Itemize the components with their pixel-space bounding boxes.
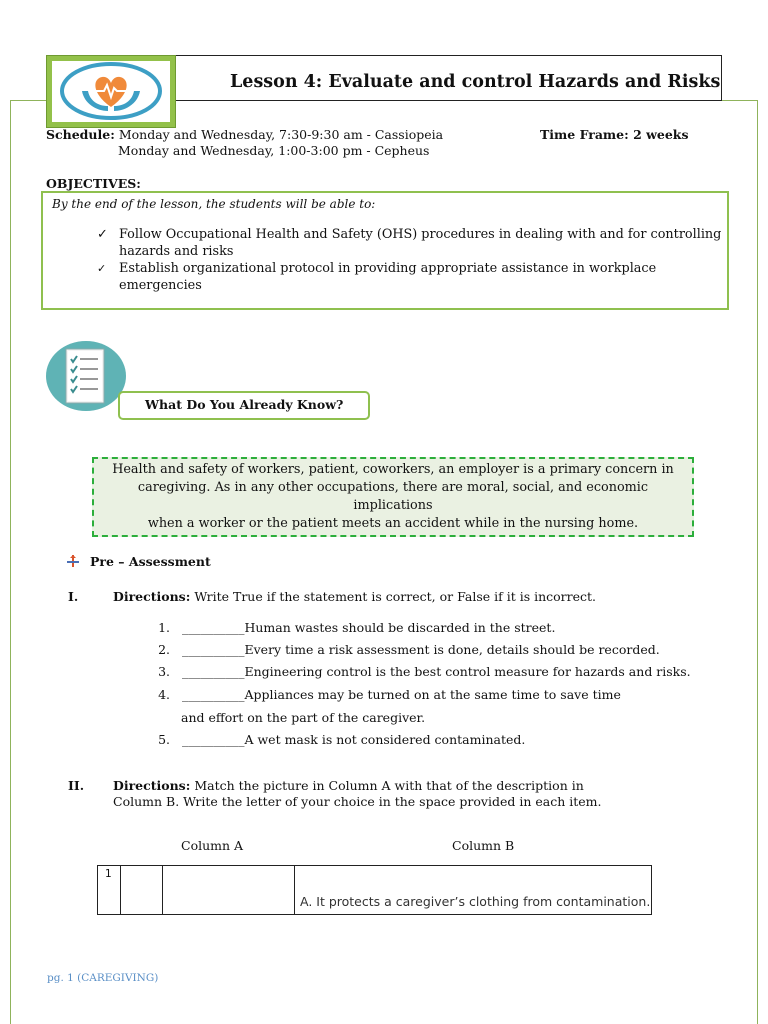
time-frame	[540, 127, 689, 142]
page-border	[757, 100, 758, 1024]
part-1-directions	[113, 589, 596, 604]
column-b-heading: Column B	[452, 838, 515, 853]
table-divider	[294, 866, 295, 914]
part-2-roman: II.	[68, 778, 85, 793]
answer-blank[interactable]: _____	[181, 664, 214, 679]
question-item	[150, 620, 555, 635]
info-line-2: caregiving. As in any other occupations, there are moral, social, and economic implications	[137, 480, 649, 513]
question-item	[150, 664, 691, 679]
checklist-icon	[46, 341, 126, 411]
schedule-text-2: Monday and Wednesday, 1:00-3:00 pm - Cepheus	[118, 143, 430, 158]
schedule-label: Schedule:	[46, 127, 115, 142]
question-number: 3.	[158, 664, 170, 679]
question-item	[150, 732, 525, 747]
info-line-3: when a worker or the patient meets an accident while in the nursing home.	[147, 516, 639, 531]
answer-blank[interactable]: _____	[181, 620, 214, 635]
question-number: 1.	[158, 620, 170, 635]
objective-1-line-1: Follow Occupational Health and Safety (OHS) procedures in dealing with and for controlling	[119, 227, 722, 242]
lesson-name: Evaluate and control Hazards and Risks	[328, 72, 721, 92]
caregiving-hands-heart-icon	[52, 61, 170, 122]
question-text: Engineering control is the best control measure for hazards and risks.	[244, 664, 691, 679]
question-number: 4.	[158, 687, 170, 702]
page-border	[722, 100, 758, 101]
row-number: 1	[105, 868, 112, 880]
timeframe-value: 2 weeks	[633, 127, 689, 142]
part-1-roman: I.	[68, 589, 79, 604]
checkmark-icon: ✓	[97, 262, 107, 275]
what-do-you-know-label: What Do You Already Know?	[145, 397, 344, 412]
picture-cell	[163, 866, 294, 914]
answer-blank[interactable]: __________	[181, 687, 245, 702]
objectives-heading: OBJECTIVES:	[46, 176, 141, 191]
directions-text-2: Column B. Write the letter of your choice in the space provided in each item.	[113, 794, 602, 809]
answer-blank[interactable]: _____	[213, 664, 245, 679]
schedule-text-1: Monday and Wednesday, 7:30-9:30 am - Cassiopeia	[118, 127, 444, 142]
directions-label: Directions:	[113, 778, 191, 793]
directions-label: Directions:	[113, 589, 191, 604]
info-line-1: Health and safety of workers, patient, coworkers, an employer is a primary concern in	[112, 462, 674, 477]
info-text	[100, 461, 686, 533]
question-text: Every time a risk assessment is done, details should be recorded.	[244, 642, 660, 657]
objective-item-1	[119, 226, 721, 260]
answer-cell[interactable]	[121, 866, 162, 914]
answer-blank[interactable]: __________	[181, 732, 245, 747]
answer-blank[interactable]: __________	[181, 642, 245, 657]
objective-2-line-2: emergencies	[119, 278, 202, 293]
objective-1-line-2: hazards and risks	[119, 244, 234, 259]
directions-text: Write True if the statement is correct, or False if it is incorrect.	[194, 589, 597, 604]
lesson-title	[230, 72, 720, 92]
question-item	[150, 642, 660, 657]
pre-assessment-title: Pre – Assessment	[90, 554, 211, 569]
question-item	[150, 687, 621, 702]
checkmark-icon: ✓	[97, 227, 108, 242]
checklist-icon-circle	[46, 341, 126, 411]
logo-box	[46, 55, 176, 128]
answer-blank[interactable]: _____	[213, 620, 245, 635]
page-border	[10, 100, 11, 1024]
objective-2-line-1: Establish organizational protocol in providing appropriate assistance in workplace	[119, 261, 657, 276]
question-text: Human wastes should be discarded in the street.	[244, 620, 556, 635]
column-b-description: A. It protects a caregiver’s clothing from contamination.	[300, 894, 651, 909]
part-2-directions	[113, 778, 584, 793]
objective-item-2	[119, 260, 656, 294]
column-a-heading: Column A	[181, 838, 244, 853]
bullet-arrow-icon	[67, 555, 79, 570]
schedule-line-1	[46, 127, 443, 142]
objectives-intro: By the end of the lesson, the students will be able to:	[52, 197, 376, 211]
directions-text-1: Match the picture in Column A with that of the description in	[194, 778, 584, 793]
logo	[52, 61, 170, 122]
question-number: 5.	[158, 732, 170, 747]
page-border	[10, 100, 46, 101]
question-number: 2.	[158, 642, 170, 657]
question-text: Appliances may be turned on at the same time to save time	[244, 687, 621, 702]
question-4-continuation: and effort on the part of the caregiver.	[181, 710, 426, 725]
timeframe-label: Time Frame:	[540, 127, 629, 142]
lesson-prefix: Lesson 4:	[230, 72, 323, 92]
question-text: A wet mask is not considered contaminated.	[244, 732, 526, 747]
page-footer: pg. 1 (CAREGIVING)	[47, 972, 159, 984]
